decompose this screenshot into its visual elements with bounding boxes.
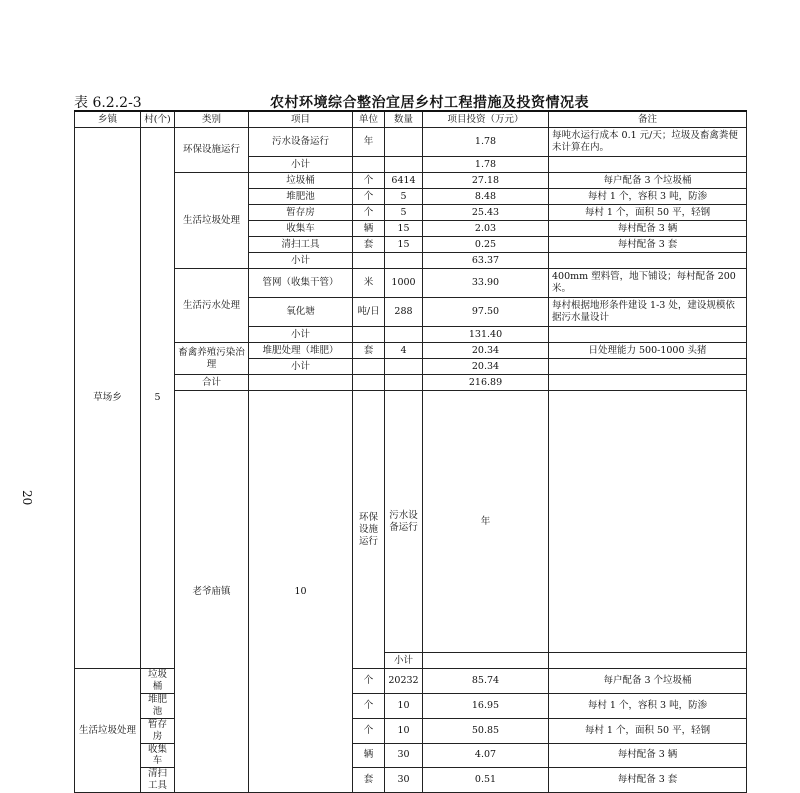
quantity-cell: 30: [385, 743, 423, 768]
total-label: 合计: [175, 375, 249, 391]
quantity-cell: 15: [385, 237, 423, 253]
quantity-cell: 10: [385, 718, 423, 743]
item-cell: 堆肥池: [249, 189, 353, 205]
investment-cell: 85.74: [423, 669, 549, 694]
item-cell: 堆肥处理（堆肥）: [249, 343, 353, 359]
table-title: 农村环境综合整治宜居乡村工程措施及投资情况表: [270, 95, 589, 111]
quantity-cell: 5: [385, 205, 423, 221]
item-cell: 污水设备运行: [249, 128, 353, 157]
total-value: 216.89: [423, 375, 549, 391]
unit-cell: 辆: [353, 221, 385, 237]
investment-cell: 33.90: [423, 269, 549, 298]
subtotal-label: 小计: [249, 253, 353, 269]
investment-cell: 27.18: [423, 173, 549, 189]
item-cell: 垃圾桶: [249, 173, 353, 189]
village-count-cell: 10: [249, 391, 353, 793]
header-unit: 单位: [353, 111, 385, 128]
item-cell: 收集车: [249, 221, 353, 237]
item-cell: 垃圾桶: [141, 669, 175, 694]
quantity-cell: 288: [385, 298, 423, 327]
unit-cell: 个: [353, 189, 385, 205]
table-row: [75, 128, 747, 157]
item-cell: 管网（收集干管）: [249, 269, 353, 298]
table-row: [75, 391, 747, 653]
table-row: [75, 173, 747, 189]
header-note: 备注: [549, 111, 747, 128]
unit-cell: 套: [353, 343, 385, 359]
investment-cell: 20.34: [423, 343, 549, 359]
unit-cell: 个: [353, 173, 385, 189]
quantity-cell: [385, 128, 423, 157]
table-row: [75, 269, 747, 298]
header-item: 项目: [249, 111, 353, 128]
town-cell: 草场乡: [75, 128, 141, 669]
investment-table: [74, 110, 747, 793]
category-cell: 环保设施运行: [353, 391, 385, 669]
quantity-cell: 10: [385, 694, 423, 719]
subtotal-value: 131.40: [423, 327, 549, 343]
quantity-cell: 4: [385, 343, 423, 359]
investment-cell: 50.85: [423, 718, 549, 743]
unit-cell: 吨/日: [353, 298, 385, 327]
note-cell: 每村配备 3 辆: [549, 221, 747, 237]
item-cell: 暂存房: [141, 718, 175, 743]
note-cell: 每村 1 个，面积 50 平，轻钢: [549, 205, 747, 221]
quantity-cell: 20232: [385, 669, 423, 694]
category-cell: 生活垃圾处理: [75, 669, 141, 793]
investment-cell: 4.07: [423, 743, 549, 768]
category-cell: 生活垃圾处理: [175, 173, 249, 269]
item-cell: 暂存房: [249, 205, 353, 221]
note-cell: 每户配备 3 个垃圾桶: [549, 669, 747, 694]
investment-cell: 16.95: [423, 694, 549, 719]
header-villages: 村(个): [141, 111, 175, 128]
header-category: 类别: [175, 111, 249, 128]
unit-cell: 个: [353, 694, 385, 719]
category-cell: 生活污水处理: [175, 269, 249, 343]
header-quantity: 数量: [385, 111, 423, 128]
note-cell: 每村 1 个，容积 3 吨，防渗: [549, 189, 747, 205]
unit-cell: 辆: [353, 743, 385, 768]
item-cell: 堆肥池: [141, 694, 175, 719]
unit-cell: 米: [353, 269, 385, 298]
investment-cell: 2.03: [423, 221, 549, 237]
investment-cell: 25.43: [423, 205, 549, 221]
table-row: [75, 343, 747, 359]
unit-cell: 年: [353, 128, 385, 157]
note-cell: 每村根据地形条件建设 1-3 处，建设规模依据污水量设计: [549, 298, 747, 327]
note-cell: 每村配备 3 套: [549, 237, 747, 253]
total-row: [75, 375, 747, 391]
investment-cell: 0.51: [423, 768, 549, 793]
note-cell: 每户配备 3 个垃圾桶: [549, 173, 747, 189]
quantity-cell: [549, 391, 747, 653]
subtotal-value: 1.78: [423, 157, 549, 173]
unit-cell: 套: [353, 768, 385, 793]
quantity-cell: 6414: [385, 173, 423, 189]
investment-cell: 8.48: [423, 189, 549, 205]
subtotal-label: 小计: [249, 359, 353, 375]
note-cell: 每村配备 3 辆: [549, 743, 747, 768]
item-cell: 收集车: [141, 743, 175, 768]
investment-cell: 97.50: [423, 298, 549, 327]
table-number: 表 6.2.2-3: [74, 95, 142, 111]
quantity-cell: 5: [385, 189, 423, 205]
town-cell: 老爷庙镇: [175, 391, 249, 793]
header-investment: 项目投资（万元）: [423, 111, 549, 128]
unit-cell: 年: [423, 391, 549, 653]
category-cell: 畜禽养殖污染治理: [175, 343, 249, 375]
category-cell: 环保设施运行: [175, 128, 249, 173]
quantity-cell: 15: [385, 221, 423, 237]
unit-cell: 个: [353, 718, 385, 743]
item-cell: 氧化塘: [249, 298, 353, 327]
unit-cell: 套: [353, 237, 385, 253]
quantity-cell: 1000: [385, 269, 423, 298]
note-cell: 每吨水运行成本 0.1 元/天；垃圾及畜禽粪便未计算在内。: [549, 128, 747, 157]
subtotal-value: 63.37: [423, 253, 549, 269]
subtotal-label: 小计: [385, 653, 423, 669]
header-row: [75, 111, 747, 128]
item-cell: 污水设备运行: [385, 391, 423, 653]
subtotal-label: 小计: [249, 327, 353, 343]
item-cell: 清扫工具: [249, 237, 353, 253]
note-cell: 每村配备 3 套: [549, 768, 747, 793]
table-caption: [74, 92, 744, 110]
quantity-cell: 30: [385, 768, 423, 793]
village-count-cell: 5: [141, 128, 175, 669]
page-number: 20: [20, 490, 34, 506]
item-cell: 清扫工具: [141, 768, 175, 793]
subtotal-value: 20.34: [423, 359, 549, 375]
note-cell: 日处理能力 500-1000 头猪: [549, 343, 747, 359]
note-cell: 400mm 塑料管，地下铺设；每村配备 200 米。: [549, 269, 747, 298]
header-town: 乡镇: [75, 111, 141, 128]
investment-cell: 1.78: [423, 128, 549, 157]
subtotal-label: 小计: [249, 157, 353, 173]
note-cell: 每村 1 个，容积 3 吨，防渗: [549, 694, 747, 719]
unit-cell: 个: [353, 205, 385, 221]
note-cell: 每村 1 个，面积 50 平，轻钢: [549, 718, 747, 743]
investment-cell: 0.25: [423, 237, 549, 253]
unit-cell: 个: [353, 669, 385, 694]
